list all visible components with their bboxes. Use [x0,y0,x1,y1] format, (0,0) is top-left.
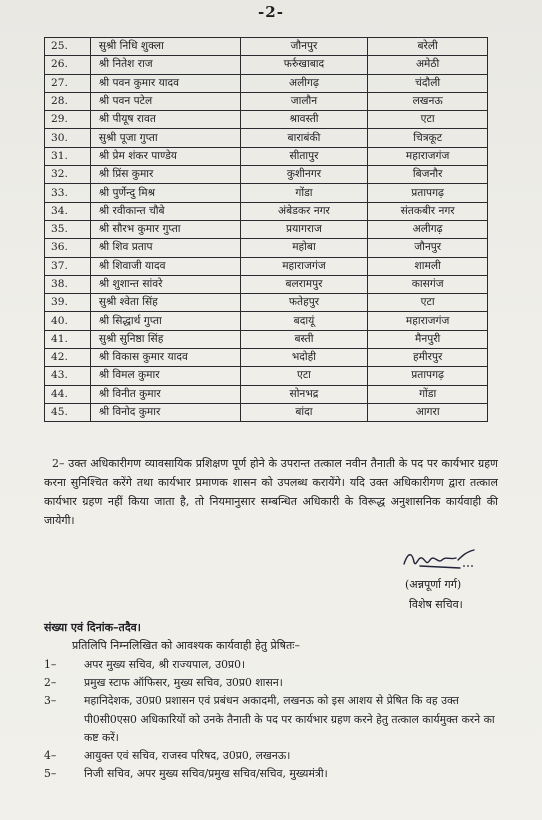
officer-row [45,166,488,184]
copy-number: 4– [44,749,57,763]
officer-row [45,385,488,403]
serial-number: 34. [45,202,91,220]
current-posting: बस्ती [240,330,368,348]
serial-number: 41. [45,330,91,348]
officer-row [45,129,488,147]
serial-number: 26. [45,56,91,74]
serial-number: 44. [45,385,91,403]
officer-name: श्री सिद्धार्थ गुप्ता [90,312,240,330]
new-posting: जौनपुर [368,239,488,257]
officer-transfer-table [44,37,488,422]
officer-row [45,403,488,421]
serial-number: 27. [45,74,91,92]
new-posting: प्रतापगढ़ [368,367,488,385]
new-posting: एटा [368,111,488,129]
serial-number: 25. [45,38,91,56]
current-posting: भदोही [240,349,368,367]
serial-number: 31. [45,147,91,165]
copy-text: अपर मुख्य सचिव, श्री राज्यपाल, उ0प्र0। [84,658,246,671]
current-posting: एटा [240,367,368,385]
current-posting: सोनभद्र [240,385,368,403]
handwritten-signature [400,546,480,574]
officer-row [45,220,488,238]
serial-number: 30. [45,129,91,147]
officer-name: श्री पुर्णेन्दु मिश्र [90,184,240,202]
officer-name: सुश्री श्वेता सिंह [90,294,240,312]
serial-number: 43. [45,367,91,385]
officer-row [45,239,488,257]
new-posting: चित्रकूट [368,129,488,147]
copy-text: निजी सचिव, अपर मुख्य सचिव/प्रमुख सचिव/सचिव, मुख्यमंत्री। [84,767,328,781]
new-posting: महाराजगंज [368,147,488,165]
officer-name: श्री विनीत कुमार [90,385,240,403]
serial-number: 42. [45,349,91,367]
reference-line: संख्या एवं दिनांक–तदैव। [44,621,141,634]
copy-recipient [44,656,504,674]
new-posting: अलीगढ़ [368,220,488,238]
current-posting: श्रावस्ती [240,111,368,129]
new-posting: बरेली [368,38,488,56]
serial-number: 32. [45,166,91,184]
current-posting: सीतापुर [240,147,368,165]
officer-row [45,56,488,74]
copy-text: प्रमुख स्टाफ ऑफिसर, मुख्य सचिव, उ0प्र0 शासन। [84,676,283,690]
copy-number: 5– [44,767,57,781]
new-posting: गोंडा [368,385,488,403]
officer-row [45,184,488,202]
officer-name: श्री विनोद कुमार [90,403,240,421]
current-posting: बाराबंकी [240,129,368,147]
officer-row [45,257,488,275]
current-posting: महोबा [240,239,368,257]
officer-name: सुश्री पूजा गुप्ता [90,129,240,147]
officer-row [45,349,488,367]
officer-name: श्री शिव प्रताप [90,239,240,257]
officer-row [45,202,488,220]
serial-number: 33. [45,184,91,202]
current-posting: बदायूं [240,312,368,330]
officer-row [45,275,488,293]
serial-number: 28. [45,92,91,110]
current-posting: अंबेडकर नगर [240,202,368,220]
serial-number: 40. [45,312,91,330]
officer-name: श्री पवन पटेल [90,92,240,110]
new-posting: आगरा [368,403,488,421]
serial-number: 37. [45,257,91,275]
new-posting: प्रतापगढ़ [368,184,488,202]
new-posting: महाराजगंज [368,312,488,330]
current-posting: बांदा [240,403,368,421]
signatory-name: (अन्नपूर्णा गर्ग) [405,578,462,591]
current-posting: प्रयागराज [240,220,368,238]
officer-name: श्री विमल कुमार [90,367,240,385]
serial-number: 36. [45,239,91,257]
copy-number: 1– [44,658,57,671]
serial-number: 39. [45,294,91,312]
officer-name: श्री सौरभ कुमार गुप्ता [90,220,240,238]
new-posting: शामली [368,257,488,275]
new-posting: हमीरपुर [368,349,488,367]
officer-name: श्री शिवाजी यादव [90,257,240,275]
officer-row [45,92,488,110]
current-posting: अलीगढ़ [240,74,368,92]
current-posting: बलरामपुर [240,275,368,293]
copy-recipient [44,674,504,692]
copy-recipient [44,747,504,765]
new-posting: एटा [368,294,488,312]
officer-name: श्री प्रिंस कुमार [90,166,240,184]
copy-intro: प्रतिलिपि निम्नलिखित को आवश्यक कार्यवाही हेतु प्रेषितः– [72,639,301,652]
copy-recipients-list [44,656,504,783]
officer-name: श्री रवीकान्त चौबे [90,202,240,220]
current-posting: जालौन [240,92,368,110]
officer-name: श्री पीयूष रावत [90,111,240,129]
officer-row [45,294,488,312]
officer-row [45,147,488,165]
officer-name: श्री पवन कुमार यादव [90,74,240,92]
copy-number: 2– [44,676,57,690]
officer-row [45,74,488,92]
new-posting: मैनपुरी [368,330,488,348]
serial-number: 35. [45,220,91,238]
officer-row [45,38,488,56]
copy-number: 3– [44,694,57,708]
officer-row [45,312,488,330]
copy-recipient [44,692,504,747]
officer-row [45,330,488,348]
copy-text: महानिदेशक, उ0प्र0 प्रशासन एवं प्रबंधन अकादमी, लखनऊ को इस आशय से प्रेषित कि वह उक्त पी0सी0एस0 अधिकारियों को उनके तैनाती के पद पर कार्यभार ग्रहण करने हेतु तत्काल कार्यमुक्त करने का कष्ट करें। [84,694,495,744]
serial-number: 38. [45,275,91,293]
copy-recipient [44,765,504,783]
new-posting: लखनऊ [368,92,488,110]
page-number: -2- [258,3,284,21]
officer-name: श्री शुशान्त सांवरे [90,275,240,293]
new-posting: कासगंज [368,275,488,293]
officer-name: सुश्री सुनिष्ठा सिंह [90,330,240,348]
current-posting: गोंडा [240,184,368,202]
current-posting: कुशीनगर [240,166,368,184]
current-posting: जौनपुर [240,38,368,56]
instruction-paragraph: 2– उक्त अधिकारीगण व्यावसायिक प्रशिक्षण पूर्ण होने के उपरान्त तत्काल नवीन तैनाती के पद पर कार्यभार ग्रहण करना सुनिश्चित करेंगे तथा कार्यभार प्रमाणक शासन को उपलब्ध करायेंगे। यदि उक्त अधिकारीगण द्वारा तत्काल कार्यभार ग्रहण नहीं किया जाता है, तो नियमानुसार सम्बन्धित अधिकारी के विरूद्ध अनुशासनिक कार्यवाही की जायेगी। [44,457,498,527]
new-posting: अमेठी [368,56,488,74]
copy-text: आयुक्त एवं सचिव, राजस्व परिषद, उ0प्र0, लखनऊ। [84,749,291,763]
signatory-designation: विशेष सचिव। [409,598,463,611]
serial-number: 29. [45,111,91,129]
officer-name: श्री विकास कुमार यादव [90,349,240,367]
new-posting: संतकबीर नगर [368,202,488,220]
officer-row [45,111,488,129]
officer-name: सुश्री निधि शुक्ला [90,38,240,56]
officer-name: श्री प्रेम शंकर पाण्डेय [90,147,240,165]
officer-row [45,367,488,385]
new-posting: चंदौली [368,74,488,92]
serial-number: 45. [45,403,91,421]
officer-name: श्री नितेश राज [90,56,240,74]
current-posting: फर्रुखाबाद [240,56,368,74]
current-posting: फतेहपुर [240,294,368,312]
current-posting: महाराजगंज [240,257,368,275]
new-posting: बिजनौर [368,166,488,184]
